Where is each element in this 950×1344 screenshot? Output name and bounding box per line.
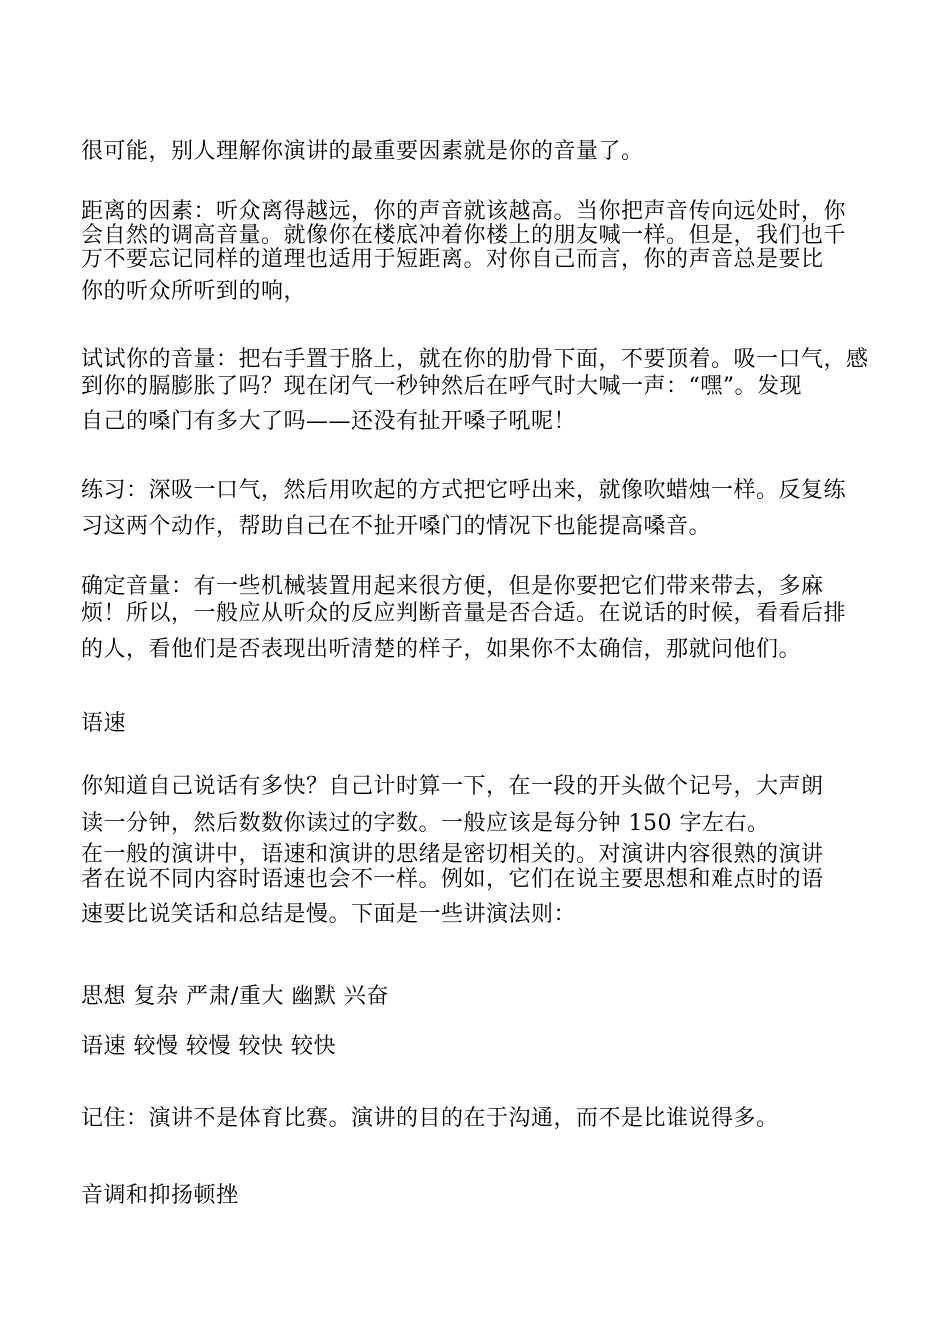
- paragraph-practice: [81, 473, 873, 545]
- paragraph-volume-intro: [81, 136, 873, 167]
- paragraph-remember: [81, 1103, 873, 1134]
- text-line: 者在说不同内容时语速也会不一样。例如，它们在说主要思想和难点时的语: [81, 867, 824, 892]
- text-line: 速要比说笑话和总结是慢。下面是一些讲演法则：: [81, 902, 577, 927]
- text-line: 会自然的调高音量。就像你在楼底冲着你楼上的朋友喊一样。但是，我们也千: [81, 223, 847, 248]
- text-line: 习这两个动作，帮助自己在不扯开嗓门的情况下也能提高嗓音。: [81, 514, 712, 539]
- text-line: 万不要忘记同样的道理也适用于短距离。对你自己而言，你的声音总是要比: [81, 247, 824, 272]
- text-line: 在一般的演讲中，语速和演讲的思绪是密切相关的。对演讲内容很熟的演讲: [81, 842, 824, 867]
- text-line: 你知道自己说话有多快？自己计时算一下，在一段的开头做个记号，大声朗: [81, 774, 824, 799]
- heading-speech-rate: [81, 708, 873, 739]
- text-line: 很可能，别人理解你演讲的最重要因素就是你的音量了。: [81, 139, 644, 164]
- text-line: 你的听众所听到的响，: [81, 279, 307, 304]
- section-heading: 音调和抑扬顿挫: [81, 1183, 239, 1208]
- text-line: 到你的膈膨胀了吗？现在闭气一秒钟然后在呼气时大喊一声：“嘿”。发现: [81, 374, 802, 399]
- paragraph-determine-volume: [81, 573, 873, 663]
- section-heading: 语速: [81, 711, 127, 736]
- paragraph-distance: [81, 200, 873, 304]
- text-line: 语速 较慢 较慢 较快 较快: [81, 1034, 336, 1059]
- paragraph-test-volume: [81, 346, 873, 435]
- text-line: 试试你的音量：把右手置于胳上，就在你的肋骨下面，不要顶着。吸一口气，感: [81, 347, 869, 372]
- speed-rule-thought-row: [81, 981, 873, 1012]
- text-line: 练习：深吸一口气，然后用吹起的方式把它呼出来，就像吹蜡烛一样。反复练: [81, 478, 847, 503]
- heading-pitch-intonation: [81, 1180, 873, 1211]
- text-line: 距离的因素：听众离得越远，你的声音就该越高。当你把声音传向远处时，你: [81, 199, 847, 224]
- speed-rule-speed-row: [81, 1031, 873, 1062]
- text-line: 思想 复杂 严肃/重大 幽默 兴奋: [81, 984, 389, 1009]
- text-line: 读一分钟，然后数数你读过的字数。一般应该是每分钟 150 字左右。: [81, 811, 770, 836]
- paragraph-measure-speed: [81, 768, 873, 842]
- text-line: 确定音量：有一些机械装置用起来很方便，但是你要把它们带来带去，多麻: [81, 574, 824, 599]
- text-line: 的人，看他们是否表现出听清楚的样子，如果你不太确信，那就问他们。: [81, 637, 802, 662]
- text-line: 记住：演讲不是体育比赛。演讲的目的在于沟通，而不是比谁说得多。: [81, 1106, 779, 1131]
- text-line: 自己的嗓门有多大了吗——还没有扯开嗓子吼呢！: [81, 409, 577, 434]
- paragraph-speed-context: [81, 842, 873, 927]
- text-line: 烦！所以，一般应从听众的反应判断音量是否合适。在说话的时候，看看后排: [81, 601, 847, 626]
